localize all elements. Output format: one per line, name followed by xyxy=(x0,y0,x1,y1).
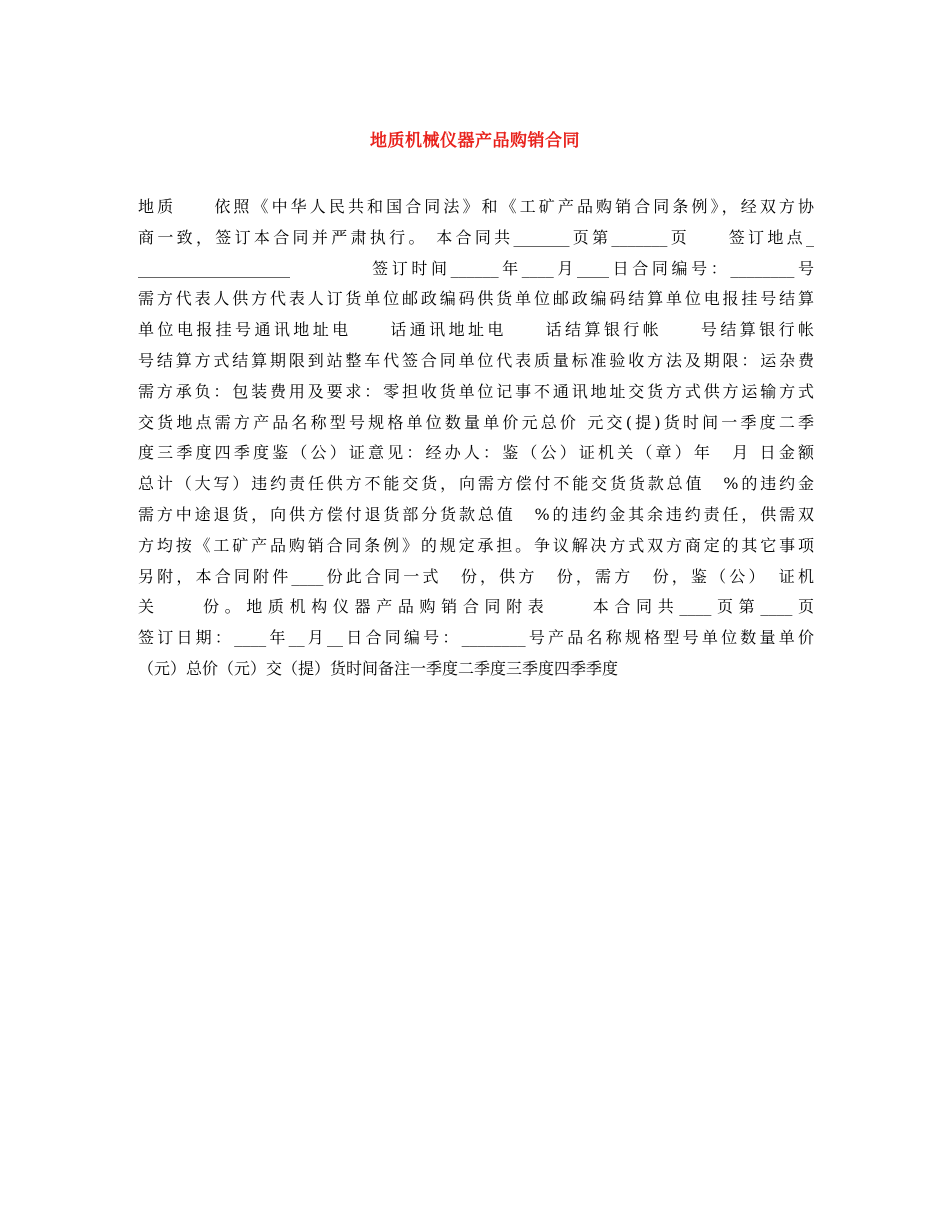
body-line-13: 另附，本合同附件____份此合同一式 份，供方 份，需方 份，鉴（公） 证机 xyxy=(138,566,814,586)
body-line-11: 需方中途退货，向供方偿付退货部分货款总值 %的违约金其余违约责任，供需双 xyxy=(138,504,814,524)
body-line-9: 度三季度四季度鉴（公）证意见：经办人：鉴（公）证机关（章）年 月 日金额 xyxy=(138,443,814,463)
body-line-1: 地质 依照《中华人民共和国合同法》和《工矿产品购销合同条例》，经双方协 xyxy=(138,197,814,216)
body-line-10: 总计（大写）违约责任供方不能交货，向需方偿付不能交货货款总值 %的违约金 xyxy=(138,474,814,494)
contract-body xyxy=(138,192,814,685)
body-line-14: 关 份。地质机构仪器产品购销合同附表 本合同共____页第____页 xyxy=(138,597,814,617)
body-line-12: 方均按《工矿产品购销合同条例》的规定承担。争议解决方式双方商定的其它事项 xyxy=(138,535,814,555)
body-line-4: 需方代表人供方代表人订货单位邮政编码供货单位邮政编码结算单位电报挂号结算 xyxy=(138,289,814,309)
body-line-3: ___________________ 签订时间______年____月____日合同编号：________号 xyxy=(138,258,814,278)
body-line-7: 需方承负：包装费用及要求：零担收货单位记事不通讯地址交货方式供方运输方式 xyxy=(138,381,814,401)
body-line-5: 单位电报挂号通讯地址电 话通讯地址电 话结算银行帐 号结算银行帐 xyxy=(138,320,814,340)
body-line-6: 号结算方式结算期限到站整车代签合同单位代表质量标准验收方法及期限：运杂费 xyxy=(138,350,814,370)
body-line-8: 交货地点需方产品名称型号规格单位数量单价元总价 元交(提)货时间一季度二季 xyxy=(138,412,814,432)
document-title: 地质机械仪器产品购销合同 xyxy=(370,131,580,151)
body-line-16: （元）总价（元）交（提）货时间备注一季度二季度三季度四季季度 xyxy=(138,658,619,678)
body-line-15: 签订日期：____年__月__日合同编号：________号产品名称规格型号单位数量单价 xyxy=(138,628,814,648)
body-line-2: 商一致，签订本合同并严肃执行。 本合同共_______页第_______页 签订地点_ xyxy=(138,227,814,247)
